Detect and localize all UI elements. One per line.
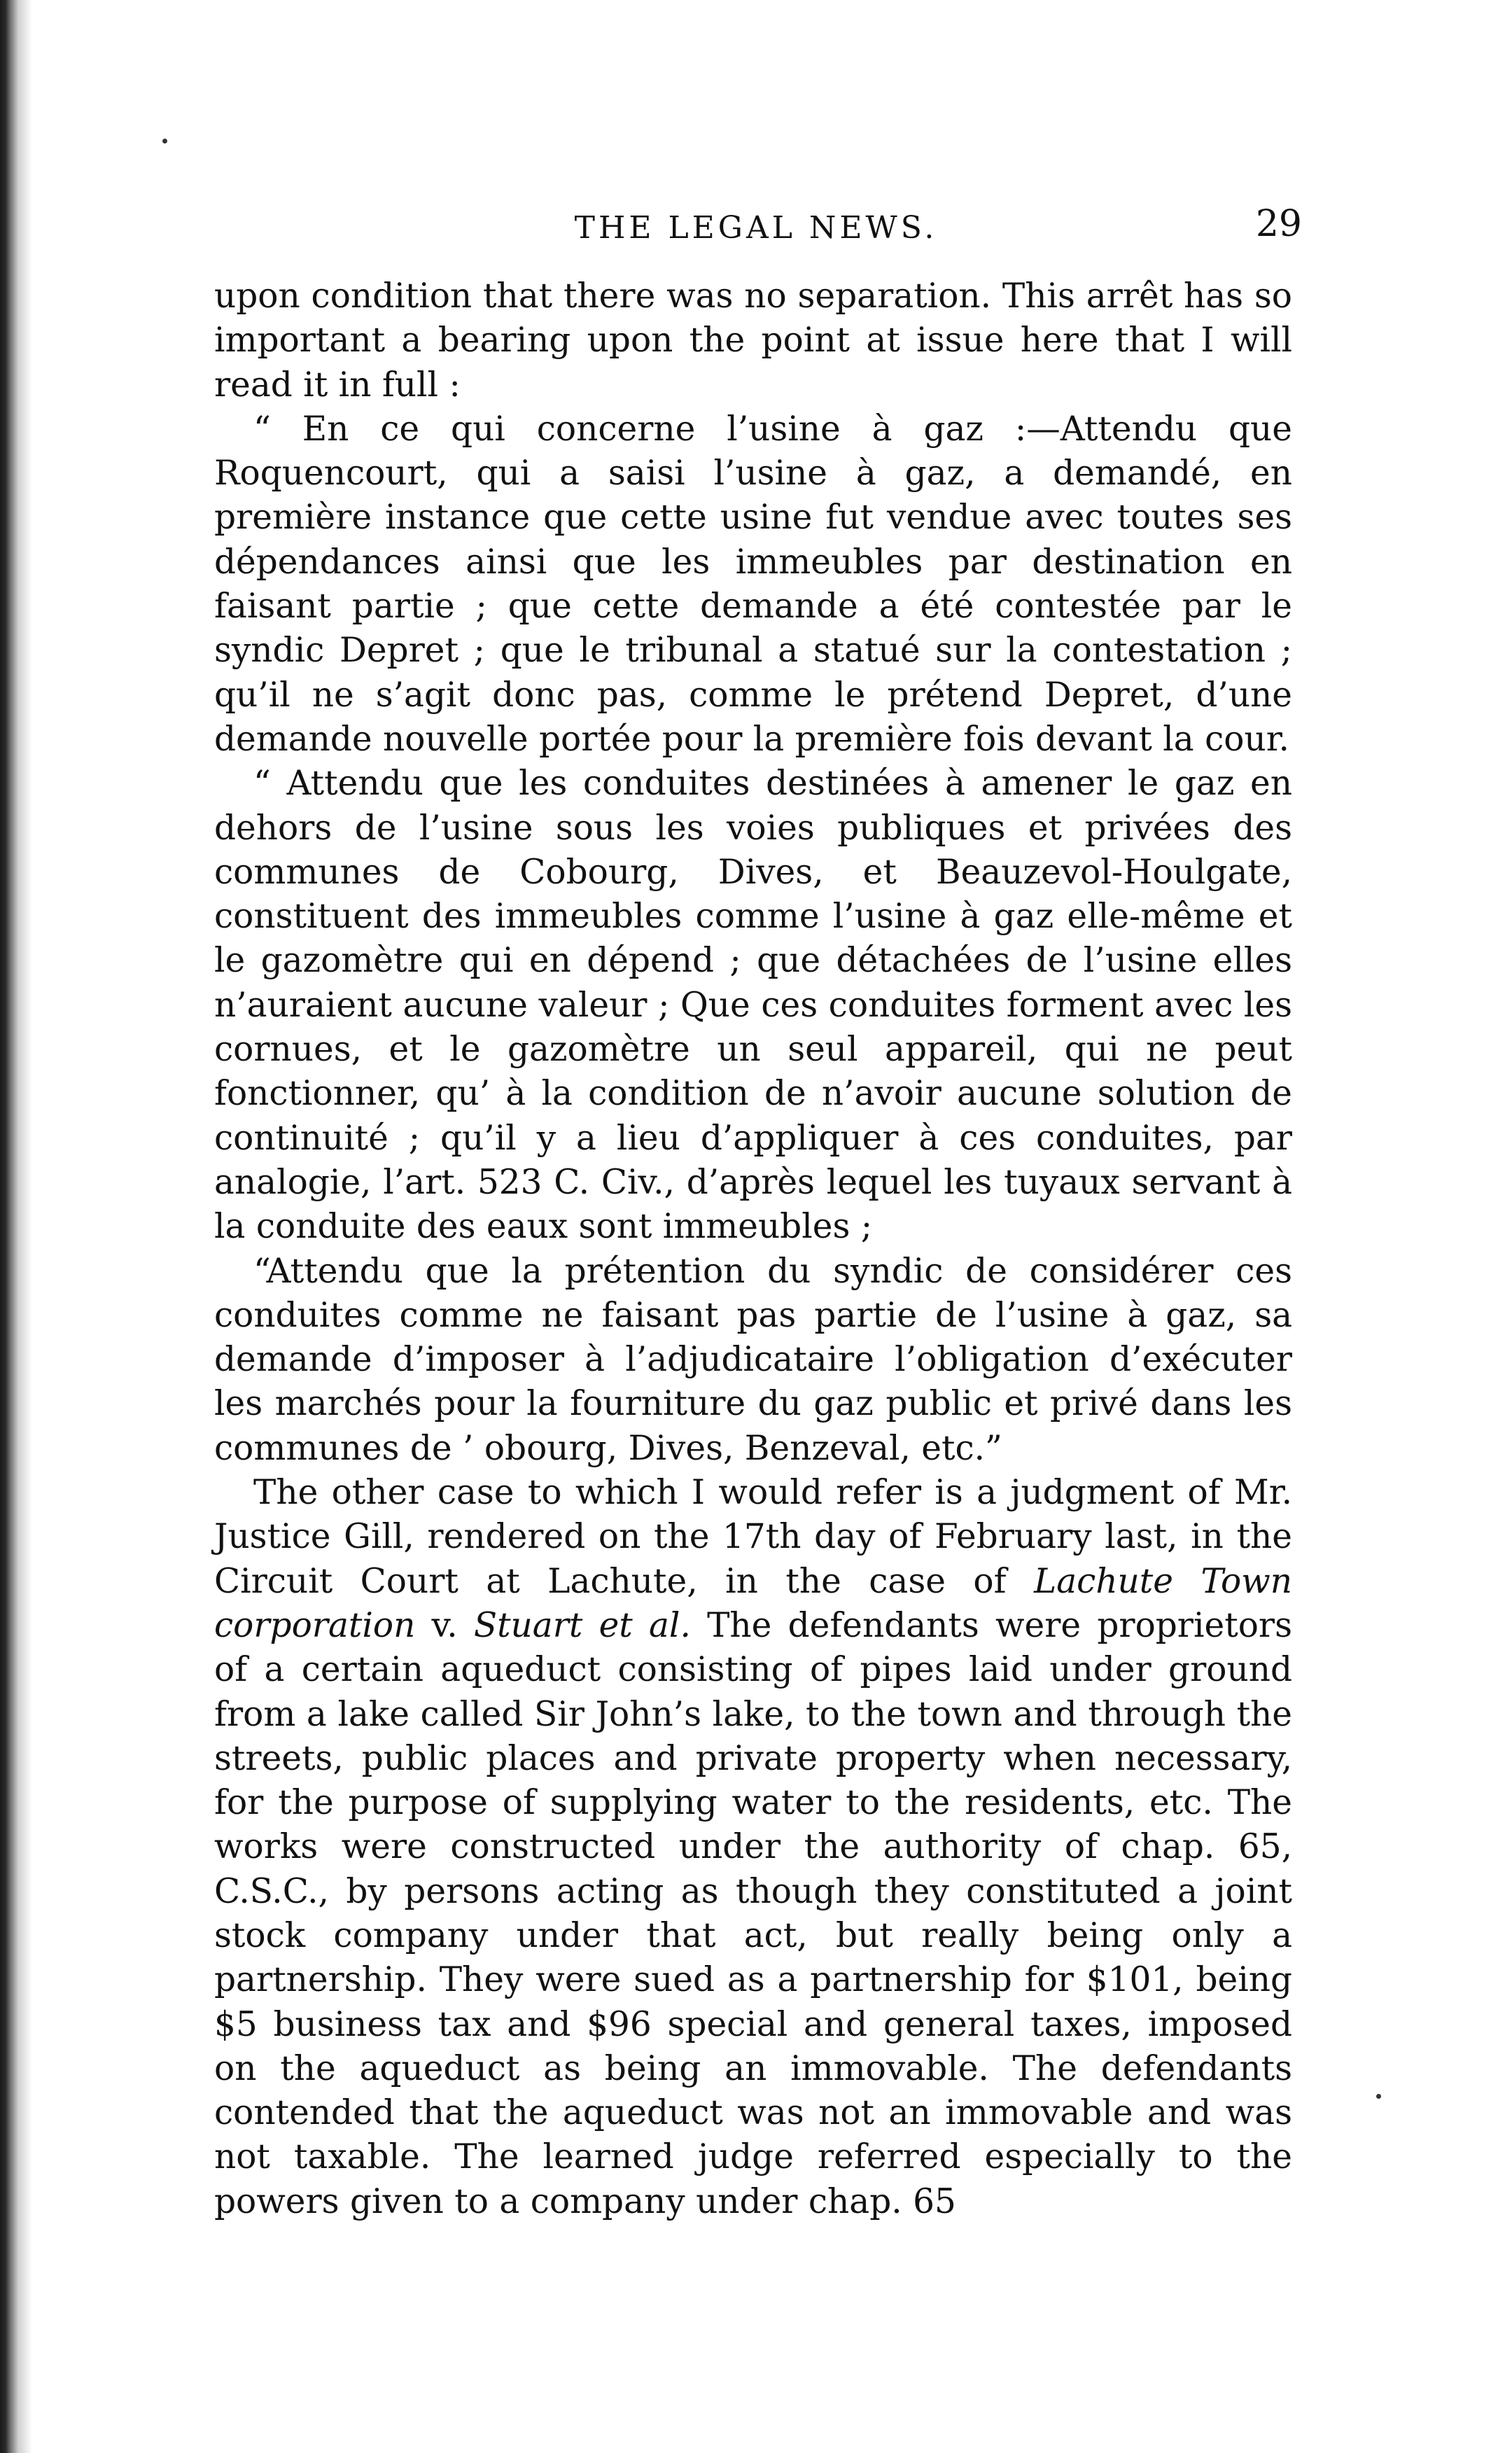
paragraph-continuation: upon condition that there was no separation. This arrêt has so important a bearing upon the point at issue here that I will read it in full : (214, 277, 1292, 405)
article-body (214, 274, 1292, 2224)
journal-title: THE LEGAL NEWS. (574, 210, 938, 246)
page-binding-edge (0, 0, 32, 2453)
case-text-after: The defendants were proprietors of a certain aqueduct consisting of pipes laid under ground from a lake called Sir John’s lake, to the town and through the streets, public places and private property when necessary, for the purpose of supplying water to the residents, etc. The works were constructed under the authority of chap. 65, C.S.C., by persons acting as though they constituted a joint stock company under that act, but really being only a partnership. They were sued as a partnership for $101, being $5 business tax and $96 special and general taxes, imposed on the aqueduct as being an immovable. The defendants contended that the aqueduct was not an immovable and was not taxable. The learned judge referred especially to the powers given to a company under chap. 65 (214, 1605, 1292, 2221)
page-number: 29 (1255, 203, 1302, 245)
margin-speck (162, 139, 167, 144)
paragraph-lachute-case (214, 1471, 1292, 2224)
quoted-paragraph-conduites: “ Attendu que les conduites destinées à amener le gaz en dehors de l’usine sous les voies publiques et privées des communes de Cobourg, Dives, et Beauzevol-Houlgate, constituent des immeubles comme l’usine à gaz elle-même et le gazomètre qui en dépend ; que détachées de l’usine elles n’auraient aucune valeur ; Que ces conduites forment avec les cornues, et le gazomètre un seul appareil, qui ne peut fonctionner, qu’ à la condition de n’avoir aucune solution de continuité ; qu’il y a lieu d’appliquer à ces conduites, par analogie, l’art. 523 C. Civ., d’après lequel les tuyaux servant à la conduite des eaux sont immeubles ; (214, 764, 1292, 1247)
margin-speck (1376, 2094, 1381, 2099)
case-name: Lachute Town corporation (214, 1561, 1292, 1645)
quoted-paragraph-usine: “ En ce qui concerne l’usine à gaz :—Attendu que Roquencourt, qui a saisi l’usine à gaz, a demandé, en première instance que cette usine fut vendue avec toutes ses dépendances ainsi que les immeubles par destination en faisant partie ; que cette demande a été contestée par le syndic Depret ; que le tribunal a statué sur la contestation ; qu’il ne s’agit donc pas, comme le prétend Depret, d’une demande nouvelle portée pour la première fois devant la cour. (214, 409, 1292, 759)
quoted-paragraph-pretention: “Attendu que la prétention du syndic de considérer ces conduites comme ne faisant pas partie de l’usine à gaz, sa demande d’imposer à l’adjudicataire l’obligation d’exécuter les marchés pour la fourniture du gaz public et privé dans les communes de ’ obourg, Dives, Benzeval, etc.” (214, 1251, 1292, 1468)
running-head (210, 203, 1302, 259)
case-text-before: The other case to which I would refer is a judgment of Mr. Justice Gill, rendered on the 17th day of February last, in the Circuit Court at Lachute, in the case of (214, 1473, 1292, 1601)
party-name: Stuart et al. (473, 1605, 691, 1645)
versus-text: v. (415, 1605, 474, 1645)
